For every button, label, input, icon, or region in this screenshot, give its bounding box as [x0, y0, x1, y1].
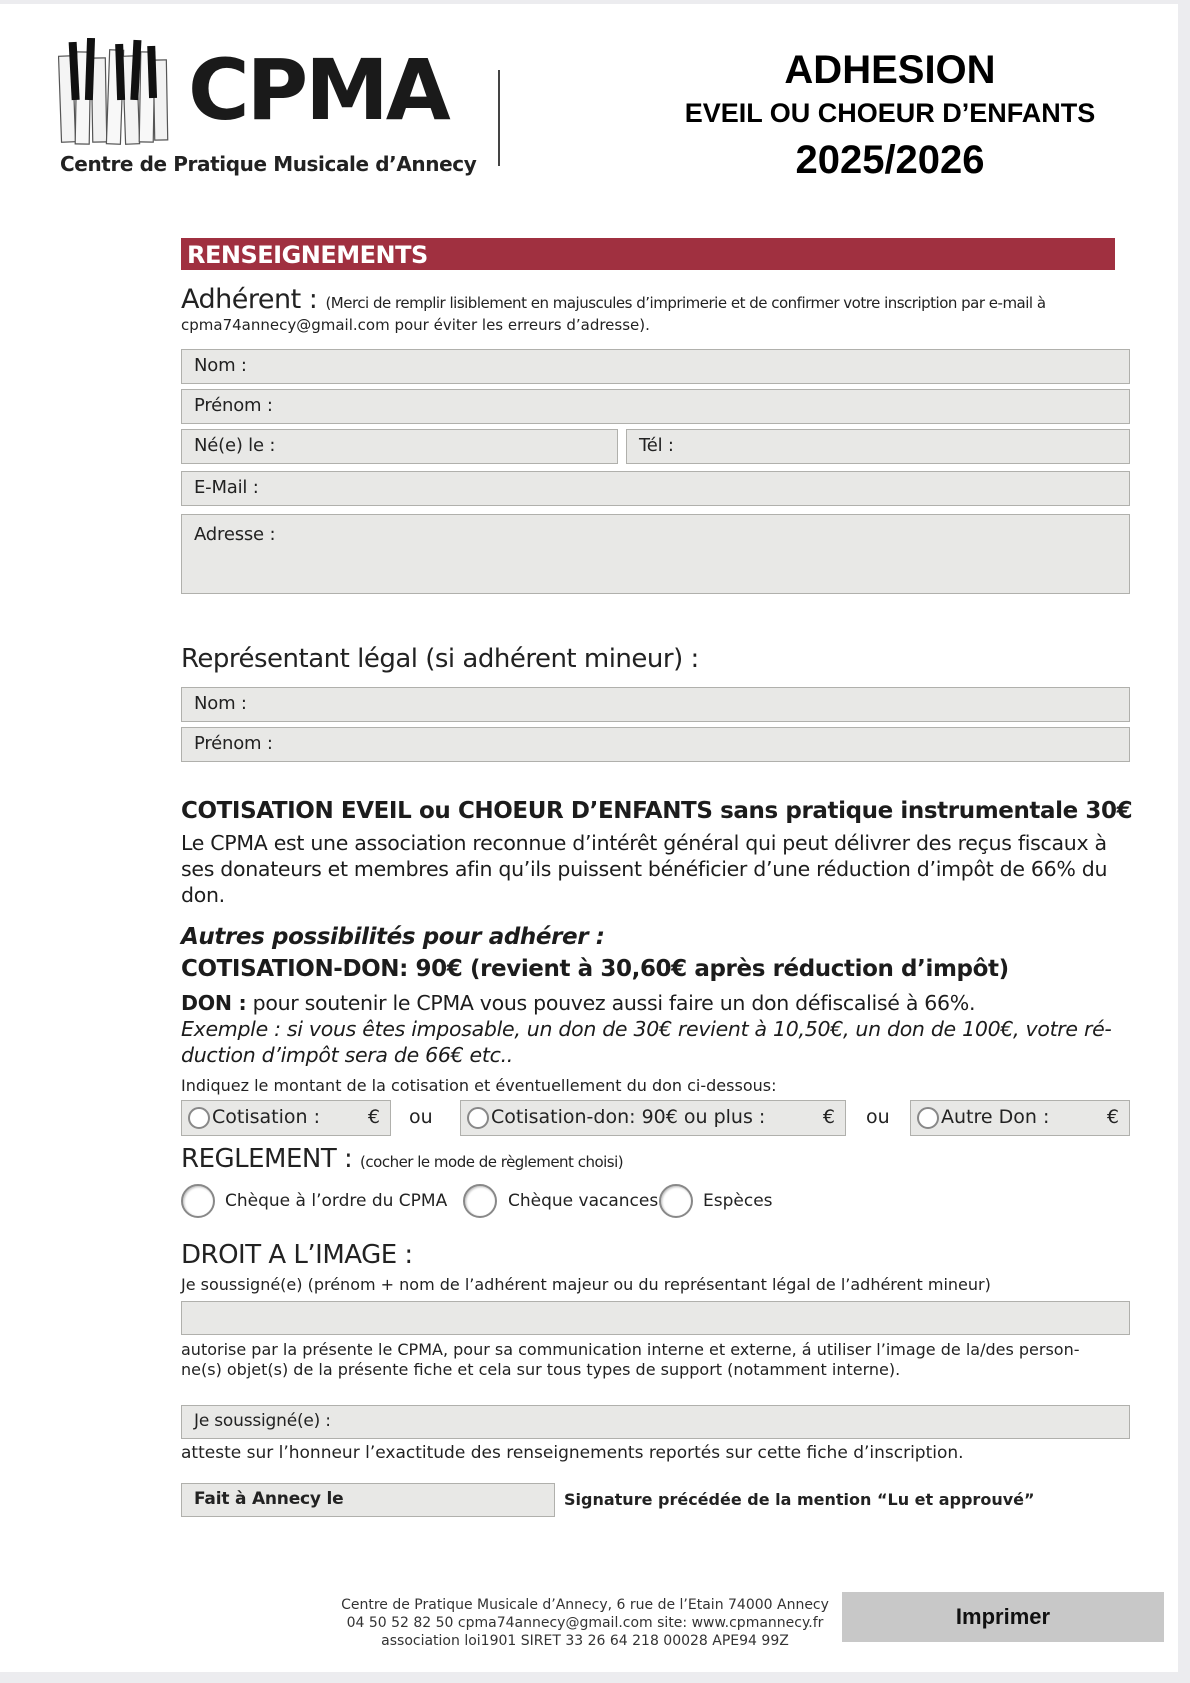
don-line	[181, 990, 1141, 1016]
logo-wordmark: CPMA	[188, 41, 448, 139]
ou-separator-1: ou	[409, 1106, 433, 1128]
footer-address	[340, 1596, 830, 1650]
exemple-line-1: Exemple : si vous êtes imposable, un don de 30€ revient à 10,50€, un don de 100€, votre ré-	[181, 1017, 1112, 1041]
adherent-prenom-field[interactable]	[181, 389, 1130, 424]
representant-nom-label: Nom :	[194, 693, 247, 714]
autres-possibilites-heading: Autres possibilités pour adhérer :	[181, 924, 605, 950]
cheque-label: Chèque à l’ordre du CPMA	[225, 1191, 448, 1211]
print-button[interactable]: Imprimer	[842, 1592, 1164, 1642]
don-text: pour soutenir le CPMA vous pouvez aussi faire un don défiscalisé à 66%.	[246, 991, 976, 1015]
fait-a-annecy-label: Fait à Annecy le	[194, 1489, 344, 1509]
atteste-text: atteste sur l’honneur l’exactitude des renseignements reportés sur cette fiche d’inscription.	[181, 1443, 964, 1463]
autre-don-radio[interactable]	[917, 1107, 939, 1129]
footer-line-1: Centre de Pratique Musicale d’Annecy, 6 rue de l’Etain 74000 Annecy	[341, 1597, 829, 1613]
don-label: DON :	[181, 991, 247, 1015]
cotisation-don-radio[interactable]	[467, 1107, 489, 1129]
footer-line-3: association loi1901 SIRET 33 26 64 218 00028 APE94 99Z	[381, 1633, 789, 1649]
cotisation-paragraph	[181, 830, 1141, 908]
form-page	[0, 4, 1178, 1672]
droit-image-subtitle: Je soussigné(e) (prénom + nom de l’adhérent majeur ou du représentant légal de l’adhérent mineur)	[181, 1275, 991, 1294]
section-header-renseignements: RENSEIGNEMENTS	[181, 238, 1115, 270]
signature-label: Signature précédée de la mention “Lu et approuvé”	[564, 1490, 1035, 1509]
droit-image-name-field[interactable]	[181, 1301, 1130, 1335]
cotisation-line-3: don.	[181, 883, 225, 907]
piano-keys-logo-icon	[58, 38, 170, 148]
autre-don-option-label: Autre Don :	[941, 1106, 1050, 1128]
especes-radio[interactable]	[659, 1184, 693, 1218]
especes-label: Espèces	[703, 1191, 773, 1211]
droit-image-heading: DROIT A L’IMAGE :	[181, 1240, 413, 1270]
representant-nom-field[interactable]	[181, 687, 1130, 722]
adherent-note-2: cpma74annecy@gmail.com pour éviter les erreurs d’adresse).	[181, 316, 650, 334]
form-subtitle: EVEIL OU CHOEUR D’ENFANTS	[684, 98, 1096, 128]
reglement-heading	[181, 1144, 623, 1174]
cheque-vacances-radio[interactable]	[463, 1184, 497, 1218]
droit-image-paragraph	[181, 1340, 1080, 1380]
je-soussigne-field[interactable]	[181, 1405, 1130, 1439]
adherent-email-label: E-Mail :	[194, 477, 259, 498]
cotisation-don-option-label: Cotisation-don: 90€ ou plus :	[491, 1106, 766, 1128]
adherent-address-field[interactable]	[181, 514, 1130, 594]
logo-subtitle: Centre de Pratique Musicale d’Annecy	[60, 152, 477, 176]
droit-image-line-1: autorise par la présente le CPMA, pour sa communication interne et externe, á utiliser l’image de la/des person-	[181, 1340, 1080, 1359]
adherent-phone-field[interactable]	[626, 429, 1130, 464]
adherent-birthdate-label: Né(e) le :	[194, 435, 276, 456]
adherent-heading	[181, 284, 1046, 315]
cotisation-title: COTISATION EVEIL ou CHOEUR D’ENFANTS sans pratique instrumentale 30€	[181, 798, 1133, 824]
cotisation-don-title: COTISATION-DON: 90€ (revient à 30,60€ après réduction d’impôt)	[181, 956, 1009, 982]
adherent-note-1: (Merci de remplir lisiblement en majuscules d’imprimerie et de confirmer votre inscription par e-mail à	[325, 294, 1046, 312]
cotisation-line-2: ses donateurs et membres afin qu’ils puissent bénéficier d’une réduction d’impôt de 66% du	[181, 857, 1108, 881]
cheque-vacances-label: Chèque vacances	[508, 1191, 659, 1211]
adherent-email-field[interactable]	[181, 471, 1130, 506]
je-soussigne-label: Je soussigné(e) :	[194, 1411, 331, 1431]
cheque-radio[interactable]	[181, 1184, 215, 1218]
autre-don-option[interactable]	[910, 1100, 1130, 1136]
euro-symbol: €	[1106, 1106, 1119, 1128]
adherent-title: Adhérent :	[181, 284, 318, 315]
indiquez-montant-text: Indiquez le montant de la cotisation et éventuellement du don ci-dessous:	[181, 1076, 777, 1095]
fait-a-annecy-field[interactable]	[181, 1483, 555, 1517]
euro-symbol: €	[367, 1106, 380, 1128]
cotisation-radio[interactable]	[188, 1107, 210, 1129]
cotisation-option-label: Cotisation :	[212, 1106, 320, 1128]
adherent-nom-field[interactable]	[181, 349, 1130, 384]
form-season: 2025/2026	[795, 138, 985, 182]
adherent-prenom-label: Prénom :	[194, 395, 273, 416]
representant-heading: Représentant légal (si adhérent mineur) :	[181, 644, 699, 674]
euro-symbol: €	[822, 1106, 835, 1128]
don-paragraph	[181, 990, 1141, 1068]
reglement-title: REGLEMENT :	[181, 1144, 353, 1174]
cotisation-option[interactable]	[181, 1100, 391, 1136]
representant-prenom-label: Prénom :	[194, 733, 273, 754]
cotisation-line-1: Le CPMA est une association reconnue d’intérêt général qui peut délivrer des reçus fiscaux à	[181, 831, 1107, 855]
footer-line-2: 04 50 52 82 50 cpma74annecy@gmail.com site: www.cpmannecy.fr	[346, 1615, 824, 1631]
header-divider	[498, 70, 500, 166]
cotisation-don-option[interactable]	[460, 1100, 846, 1136]
adherent-nom-label: Nom :	[194, 355, 247, 376]
adherent-address-label: Adresse :	[194, 524, 276, 545]
reglement-note: (cocher le mode de règlement choisi)	[360, 1153, 624, 1171]
adherent-phone-label: Tél :	[639, 435, 674, 456]
droit-image-line-2: ne(s) objet(s) de la présente fiche et cela sur tous types de support (notamment interne).	[181, 1360, 901, 1379]
exemple-line-2: duction d’impôt sera de 66€ etc..	[181, 1043, 514, 1067]
representant-prenom-field[interactable]	[181, 727, 1130, 762]
adherent-birthdate-field[interactable]	[181, 429, 618, 464]
form-title: ADHESION	[784, 48, 996, 92]
ou-separator-2: ou	[866, 1106, 890, 1128]
